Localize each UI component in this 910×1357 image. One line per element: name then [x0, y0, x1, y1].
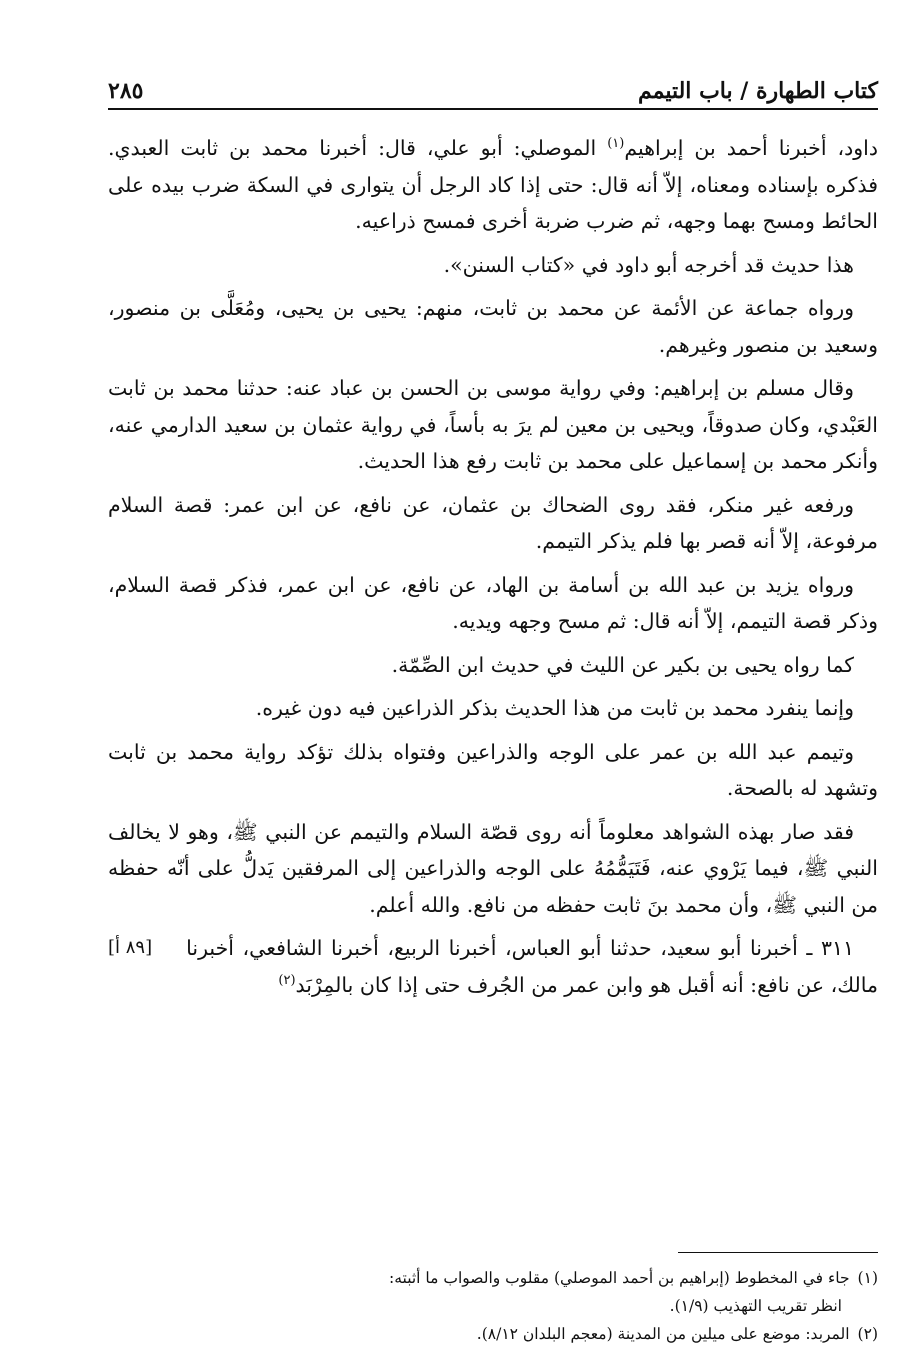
paragraph: ورفعه غير منكر، فقد روى الضحاك بن عثمان، عن نافع، عن ابن عمر: قصة السلام مرفوعة، إلاّ أنه قصر بها فلم يذكر التيمم.: [108, 492, 878, 553]
paragraph: [108, 130, 878, 240]
paragraph: ورواه يزيد بن عبد الله بن أسامة بن الهاد، عن نافع، عن ابن عمر، فذكر قصة السلام، وذكر قصة التيمم، إلاّ أنه قال: ثم مسح وجهه ويديه.: [108, 572, 878, 633]
footnote-text: جاء في المخطوط (إبراهيم بن أحمد الموصلي) مقلوب والصواب ما أثبته:: [388, 1269, 850, 1287]
footnote-continuation: انظر تقريب التهذيب (١/٩).: [669, 1297, 842, 1315]
footnote-ref: (١): [607, 136, 625, 152]
paragraph: وإنما ينفرد محمد بن ثابت من هذا الحديث بذكر الذراعين فيه دون غيره.: [255, 696, 854, 720]
footnote-number: (٢): [857, 1325, 878, 1343]
footnote-rule: [678, 1252, 878, 1253]
manuscript-margin-ref: [٨٩ أ]: [108, 937, 153, 958]
footnote-number: (١): [857, 1269, 878, 1287]
page-number: ٢٨٥: [108, 78, 144, 104]
paragraph-text: داود، أخبرنا أحمد بن إبراهيم: [624, 136, 878, 160]
header-rule: [108, 108, 878, 110]
footnotes: [108, 1266, 878, 1350]
paragraph: وتيمم عبد الله بن عمر على الوجه والذراعين وفتواه بذلك تؤكد رواية محمد بن ثابت وتشهد له بالصحة.: [108, 739, 878, 800]
main-text: [108, 130, 878, 1010]
footnote-ref: (٢): [278, 972, 296, 988]
paragraph-text: الموصلي: أبو علي، قال: أخبرنا محمد بن ثابت العبدي. فذكره بإسناده ومعناه، إلاّ أنه قال: حتى إذا كاد الرجل أن يتوارى في السكة ضرب بيده على الحائط ومسح بهما وجهه، ثم ضرب ضربة أخرى فمسح ذراعيه.: [108, 136, 878, 233]
paragraph: هذا حديث قد أخرجه أبو داود في «كتاب السنن».: [443, 252, 854, 277]
footnote: [108, 1266, 878, 1291]
page-header: [108, 60, 878, 104]
footnote-text: المربد: موضع على ميلين من المدينة (معجم البلدان ٨/١٢).: [476, 1325, 850, 1343]
paragraph: كما رواه يحيى بن بكير عن الليث في حديث ابن الصِّمّة.: [391, 652, 854, 677]
hadith-311: [108, 930, 878, 1003]
paragraph: فقد صار بهذه الشواهد معلوماً أنه روى قصّة السلام والتيمم عن النبي ﷺ، وهو لا يخالف النبي ﷺ، فيما يَرْوي عنه، فَتَيَمُّمُهُ على الوجه والذراعين إلى المرفقين يَدلُّ على أنّه حفظه من النبي ﷺ، وأن محمد بنَ ثابت حفظه من نافع. والله أعلم.: [108, 819, 878, 917]
running-title: كتاب الطهارة / باب التيمم: [637, 78, 878, 104]
book-page: [108, 60, 878, 1343]
paragraph-text: ٣١١ ـ أخبرنا أبو سعيد، حدثنا أبو العباس، أخبرنا الربيع، أخبرنا الشافعي، أخبرنا مالك، عن نافع: أنه أقبل هو وابن عمر من الجُرف حتى إذا كان بالمِرْبَد: [186, 936, 878, 997]
paragraph: ورواه جماعة عن الأئمة عن محمد بن ثابت، منهم: يحيى بن يحيى، ومُعَلَّى بن منصور، وسعيد بن منصور وغيرهم.: [108, 296, 878, 357]
paragraph: وقال مسلم بن إبراهيم: وفي رواية موسى بن الحسن بن عباد عنه: حدثنا محمد بن ثابت العَبْدي، وكان صدوقاً، ويحيى بن معين لم يرَ به بأساً، في رواية عثمان بن سعيد الدارمي عنه، وأنكر محمد بن إسماعيل على محمد بن ثابت رفع هذا الحديث.: [108, 376, 878, 473]
footnote: [108, 1322, 878, 1347]
